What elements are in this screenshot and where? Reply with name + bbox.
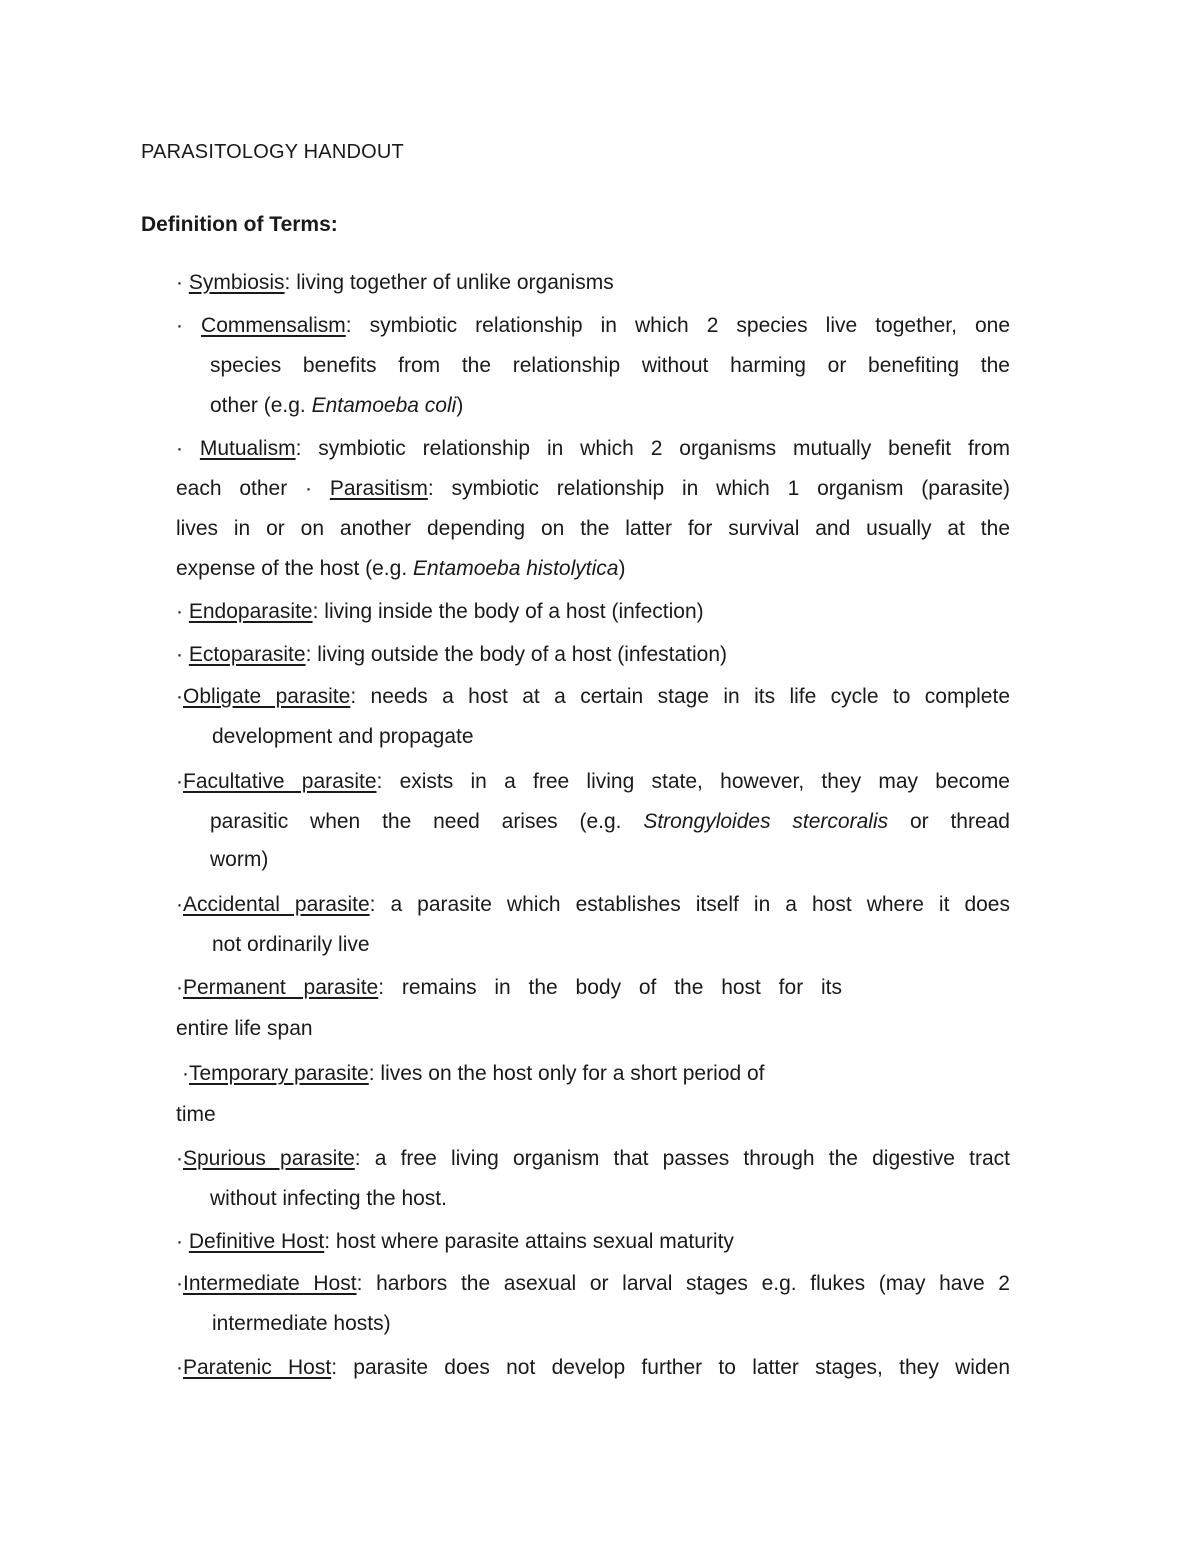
definition-text: : symbiotic relationship in which 2 organisms mutually benefit from (295, 437, 1010, 460)
section-heading: Definition of Terms: (141, 213, 338, 236)
entry-facultative (176, 769, 1010, 795)
bullet: · (176, 643, 183, 666)
entry-symbiosis (176, 270, 614, 296)
bullet: · (176, 976, 183, 999)
term-temporary: Temporary parasite (189, 1062, 369, 1085)
term-obligate: Obligate parasite (183, 685, 351, 708)
definition-text: or thread (888, 810, 1010, 833)
entry-ectoparasite (176, 642, 727, 668)
definition-text: : living inside the body of a host (infection) (312, 600, 704, 623)
definition-text: : remains in the body of the host for its (378, 976, 842, 999)
definition-text: : living outside the body of a host (infestation) (305, 643, 727, 666)
bullet: · (176, 770, 183, 793)
entry-permanent-cont: entire life span (176, 1017, 313, 1040)
bullet: · (176, 271, 183, 294)
term-facultative: Facultative parasite (183, 770, 377, 793)
entry-commensalism-cont (210, 393, 463, 419)
definition-text: each other · (176, 477, 330, 500)
term-ectoparasite: Ectoparasite (188, 643, 306, 666)
bullet: · (176, 600, 183, 623)
term-permanent: Permanent parasite (183, 976, 379, 999)
entry-intermediate-host (176, 1271, 1010, 1297)
term-definitive-host: Definitive Host (188, 1230, 325, 1253)
definition-text: ) (456, 394, 464, 417)
entry-spurious-cont: without infecting the host. (210, 1187, 447, 1210)
definition-text: : a parasite which establishes itself in a host where it does (369, 893, 1010, 916)
bullet: · (176, 893, 183, 916)
definition-text: : host where parasite attains sexual maturity (324, 1230, 734, 1253)
bullet: · (176, 437, 183, 460)
definition-text: other (e.g. (210, 394, 312, 417)
entry-facultative-cont: worm) (210, 848, 269, 871)
bullet: · (176, 685, 183, 708)
definition-text: : needs a host at a certain stage in its life cycle to complete (350, 685, 1011, 708)
entry-temporary (182, 1061, 764, 1087)
entry-temporary-cont: time (176, 1103, 216, 1126)
bullet: · (176, 1230, 183, 1253)
entry-intermediate-host-cont: intermediate hosts) (212, 1312, 391, 1335)
bullet: · (176, 314, 183, 337)
entry-accidental-cont: not ordinarily live (212, 933, 370, 956)
definition-text: : symbiotic relationship in which 2 species live together, one (345, 314, 1010, 337)
term-paratenic-host: Paratenic Host (183, 1356, 332, 1379)
definition-text: : parasite does not develop further to latter stages, they widen (331, 1356, 1011, 1379)
term-parasitism: Parasitism (329, 477, 428, 500)
entry-obligate-cont: development and propagate (212, 725, 474, 748)
entry-parasitism-cont: lives in or on another depending on the latter for survival and usually at the (176, 517, 1010, 540)
term-symbiosis: Symbiosis (188, 271, 285, 294)
bullet: · (176, 1272, 183, 1295)
term-mutualism: Mutualism (199, 437, 296, 460)
term-spurious: Spurious parasite (183, 1147, 355, 1170)
definition-text: : exists in a free living state, however, they may become (376, 770, 1010, 793)
entry-obligate (176, 684, 1010, 710)
document-title: PARASITOLOGY HANDOUT (141, 141, 404, 163)
entry-accidental (176, 892, 1010, 918)
term-endoparasite: Endoparasite (188, 600, 313, 623)
definition-text: : lives on the host only for a short period of (368, 1062, 765, 1085)
term-accidental: Accidental parasite (183, 893, 370, 916)
entry-parasitism-cont (176, 556, 625, 582)
bullet: · (182, 1062, 189, 1085)
bullet: · (176, 1356, 183, 1379)
definition-text: ) (618, 557, 626, 580)
entry-spurious (176, 1146, 1010, 1172)
entry-facultative-cont (210, 809, 1010, 835)
definition-text: : harbors the asexual or larval stages e.g. flukes (may have 2 (356, 1272, 1010, 1295)
definition-text: : a free living organism that passes through the digestive tract (354, 1147, 1010, 1170)
entry-commensalism (176, 313, 1010, 339)
entry-paratenic-host (176, 1355, 1010, 1381)
definition-symbiosis: : living together of unlike organisms (284, 271, 614, 294)
term-intermediate-host: Intermediate Host (183, 1272, 357, 1295)
definition-text: expense of the host (e.g. (176, 557, 413, 580)
definition-text: parasitic when the need arises (e.g. (210, 810, 644, 833)
entry-endoparasite (176, 599, 704, 625)
entry-commensalism-cont: species benefits from the relationship without harming or benefiting the (210, 354, 1010, 377)
species-name: Entamoeba histolytica (413, 557, 619, 580)
species-name: Strongyloides stercoralis (643, 810, 889, 833)
entry-mutualism (176, 436, 1010, 462)
entry-mutualism-parasitism (176, 476, 1010, 502)
term-commensalism: Commensalism (201, 314, 346, 337)
entry-permanent (176, 975, 842, 1001)
bullet: · (176, 1147, 183, 1170)
species-name: Entamoeba coli (311, 394, 457, 417)
entry-definitive-host (176, 1229, 734, 1255)
definition-text: : symbiotic relationship in which 1 organism (parasite) (427, 477, 1010, 500)
